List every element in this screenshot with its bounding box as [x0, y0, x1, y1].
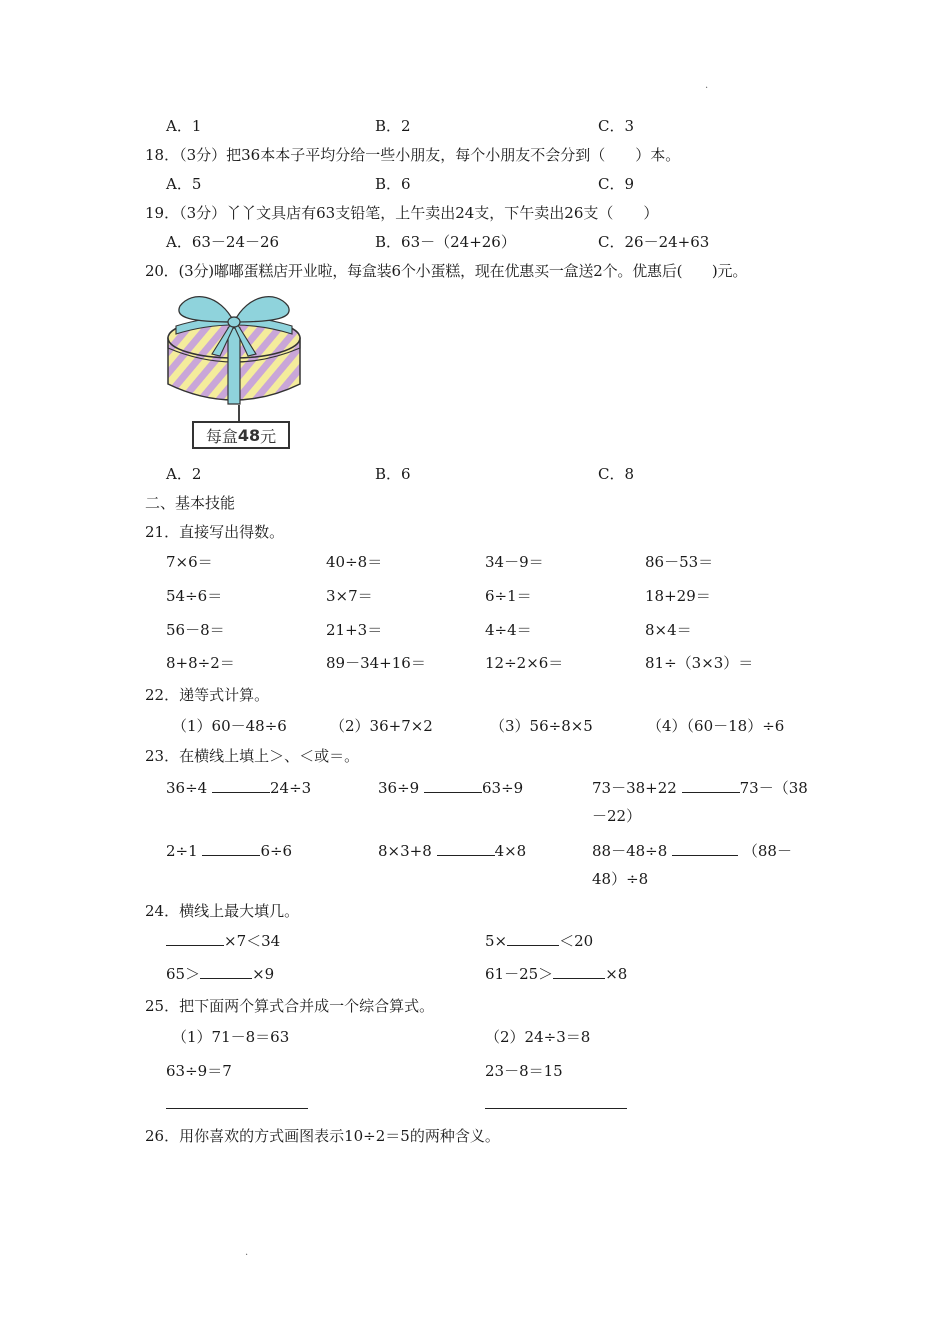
- q22-item: （2）36+7×2: [330, 717, 433, 735]
- q25-left-line1: （1）71－8＝63: [172, 1028, 290, 1046]
- gift-box-icon: [162, 288, 307, 408]
- price-tag-string: [238, 405, 240, 422]
- q21-item: 81÷（3×3）＝: [645, 654, 754, 672]
- price-tag: [192, 421, 290, 449]
- q23-compare: [592, 841, 792, 861]
- q19-option-a[interactable]: A．63－24－26: [166, 233, 280, 251]
- q21-item: 34－9＝: [485, 553, 544, 571]
- q23-right-expr: 63÷9: [481, 779, 524, 797]
- q21-item: 40÷8＝: [326, 553, 383, 571]
- q23-compare: [166, 841, 292, 861]
- q25-stem: 25．把下面两个算式合并成一个综合算式。: [145, 997, 435, 1015]
- q23-right-expr: 24÷3: [269, 779, 312, 797]
- q24-pre: 5×: [485, 932, 508, 950]
- q18-option-b[interactable]: B．6: [375, 175, 411, 193]
- q21-item: 21+3＝: [326, 621, 383, 639]
- q18-option-a[interactable]: A．5: [166, 175, 202, 193]
- answer-blank[interactable]: [485, 1108, 627, 1109]
- q25-right-line1: （2）24÷3＝8: [485, 1028, 591, 1046]
- q24-post: ×9: [252, 965, 275, 983]
- q17-option-c[interactable]: C．3: [598, 117, 635, 135]
- q18-option-c[interactable]: C．9: [598, 175, 635, 193]
- q24-post: ＜20: [559, 932, 594, 950]
- answer-blank[interactable]: [212, 778, 270, 793]
- q23-right-expr: 6÷6: [260, 842, 293, 860]
- answer-blank[interactable]: [553, 964, 605, 979]
- q23-right-expr: 73－（38: [739, 779, 808, 797]
- answer-blank[interactable]: [672, 841, 738, 856]
- page-dot-bottom: .: [245, 1247, 249, 1258]
- q23-compare-continuation: 48）÷8: [592, 870, 649, 888]
- q25-left-line2: 63÷9＝7: [166, 1062, 232, 1080]
- q19-stem: 19．（3分）丫丫文具店有63支铅笔，上午卖出24支，下午卖出26支（ ）: [145, 204, 659, 222]
- q23-compare-continuation: －22）: [592, 807, 642, 825]
- q21-item: 89－34+16＝: [326, 654, 426, 672]
- section-title: 二、基本技能: [145, 494, 236, 512]
- price-tag-number: 48: [237, 425, 261, 445]
- q21-item: 56－8＝: [166, 621, 225, 639]
- q22-stem: 22．递等式计算。: [145, 686, 270, 704]
- q22-item: （1）60－48÷6: [172, 717, 287, 735]
- q21-item: 54÷6＝: [166, 587, 223, 605]
- q23-left-expr: 36÷9: [378, 779, 420, 797]
- q21-item: 12÷2×6＝: [485, 654, 564, 672]
- q17-option-b[interactable]: B．2: [375, 117, 411, 135]
- q24-item-d: [485, 964, 627, 984]
- q21-item: 3×7＝: [326, 587, 373, 605]
- q21-item: 86－53＝: [645, 553, 714, 571]
- q20-stem: 20．(3分)嘟嘟蛋糕店开业啦，每盒装6个小蛋糕，现在优惠买一盒送2个。优惠后( )元。: [145, 262, 748, 280]
- answer-blank[interactable]: [166, 1108, 308, 1109]
- q17-option-a[interactable]: A．1: [166, 117, 202, 135]
- q19-option-c[interactable]: C．26－24+63: [598, 233, 710, 251]
- q23-compare: [378, 841, 526, 861]
- q20-option-a[interactable]: A．2: [166, 465, 202, 483]
- q23-left-expr: 36÷4: [166, 779, 208, 797]
- page-dot-top: .: [705, 80, 709, 91]
- q26-stem: 26．用你喜欢的方式画图表示10÷2＝5的两种含义。: [145, 1127, 500, 1145]
- q24-item-c: [166, 964, 274, 984]
- q21-item: 4÷4＝: [485, 621, 532, 639]
- q24-post: ×8: [605, 965, 628, 983]
- q22-item: （3）56÷8×5: [490, 717, 593, 735]
- q23-left-expr: 88－48÷8: [592, 842, 668, 860]
- q21-item: 7×6＝: [166, 553, 213, 571]
- answer-blank[interactable]: [202, 841, 260, 856]
- q24-pre: 65＞: [166, 965, 201, 983]
- q21-item: 8×4＝: [645, 621, 692, 639]
- answer-blank[interactable]: [507, 931, 559, 946]
- q23-right-expr: 4×8: [494, 842, 527, 860]
- q23-stem: 23．在横线上填上＞、＜或＝。: [145, 747, 360, 765]
- q23-compare: [378, 778, 523, 798]
- q23-left-expr: 73－38+22: [592, 779, 677, 797]
- answer-blank[interactable]: [200, 964, 252, 979]
- q24-post: ×7＜34: [224, 932, 281, 950]
- q22-item: （4）（60－18）÷6: [647, 717, 785, 735]
- q23-compare: [592, 778, 808, 798]
- q23-left-expr: 2÷1: [166, 842, 198, 860]
- price-tag-prefix: 每盒: [205, 426, 238, 446]
- q21-item: 6÷1＝: [485, 587, 532, 605]
- q24-item-a: [166, 931, 280, 951]
- price-tag-unit: 元: [260, 426, 277, 446]
- q20-option-c[interactable]: C．8: [598, 465, 635, 483]
- q25-right-line2: 23－8＝15: [485, 1062, 563, 1080]
- q23-left-expr: 8×3+8: [378, 842, 432, 860]
- q20-option-b[interactable]: B．6: [375, 465, 411, 483]
- q24-pre: 61－25＞: [485, 965, 554, 983]
- q24-item-b: [485, 931, 593, 951]
- answer-blank[interactable]: [682, 778, 740, 793]
- q23-compare: [166, 778, 311, 798]
- q18-stem: 18．（3分）把36本本子平均分给一些小朋友，每个小朋友不会分到（ ）本。: [145, 146, 681, 164]
- answer-blank[interactable]: [166, 931, 224, 946]
- q21-item: 8+8÷2＝: [166, 654, 235, 672]
- q24-stem: 24．横线上最大填几。: [145, 902, 300, 920]
- answer-blank[interactable]: [437, 841, 495, 856]
- q21-item: 18+29＝: [645, 587, 711, 605]
- answer-blank[interactable]: [424, 778, 482, 793]
- q23-right-expr: （88－: [742, 842, 792, 860]
- q21-stem: 21．直接写出得数。: [145, 523, 285, 541]
- q19-option-b[interactable]: B．63－（24+26）: [375, 233, 516, 251]
